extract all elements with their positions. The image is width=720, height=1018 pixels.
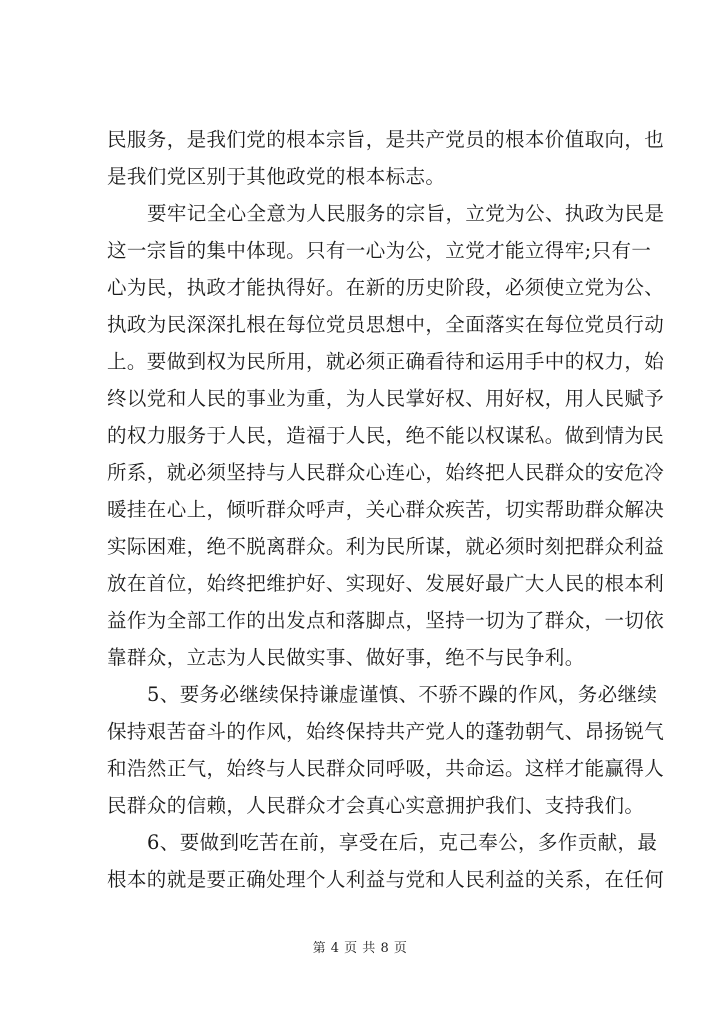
text-line: 暖挂在心上，倾听群众呼声，关心群众疾苦，切实帮助群众解决	[107, 498, 665, 521]
text-line: 这一宗旨的集中体现。只有一心为公，立党才能立得牢;只有一	[107, 239, 652, 262]
paragraph-start-line: 要牢记全心全意为人民服务的宗旨，立党为公、执政为民是	[147, 202, 665, 225]
paragraph-start-line: 5、要务必继续保持谦虚谨慎、不骄不躁的作风，务必继续	[147, 683, 658, 706]
paragraph-start-line: 6、要做到吃苦在前，享受在后，克己奉公，多作贡献，最	[147, 831, 658, 854]
text-line: 上。要做到权为民所用，就必须正确看待和运用手中的权力，始	[107, 350, 665, 373]
text-line: 根本的就是要正确处理个人利益与党和人民利益的关系，在任何	[107, 868, 665, 891]
text-line: 和浩然正气，始终与人民群众同呼吸，共命运。这样才能赢得人	[107, 757, 665, 780]
text-line: 民服务，是我们党的根本宗旨，是共产党员的根本价值取向，也	[107, 128, 665, 151]
text-line: 实际困难，绝不脱离群众。利为民所谋，就必须时刻把群众利益	[107, 535, 665, 558]
text-line: 靠群众，立志为人民做实事、做好事，绝不与民争利。	[107, 646, 585, 669]
text-line: 的权力服务于人民，造福于人民，绝不能以权谋私。做到情为民	[107, 424, 665, 447]
text-line: 心为民，执政才能执得好。在新的历史阶段，必须使立党为公、	[107, 276, 665, 299]
text-line: 执政为民深深扎根在每位党员思想中，全面落实在每位党员行动	[107, 313, 665, 336]
text-line: 益作为全部工作的出发点和落脚点，坚持一切为了群众，一切依	[107, 609, 665, 632]
page-number-footer: 第 4 页 共 8 页	[312, 941, 408, 956]
text-line: 终以党和人民的事业为重，为人民掌好权、用好权，用人民赋予	[107, 387, 665, 410]
text-line: 放在首位，始终把维护好、实现好、发展好最广大人民的根本利	[107, 572, 665, 595]
text-line: 所系，就必须坚持与人民群众心连心，始终把人民群众的安危冷	[107, 461, 665, 484]
text-line: 民群众的信赖，人民群众才会真心实意拥护我们、支持我们。	[107, 794, 645, 817]
text-line: 是我们党区别于其他政党的根本标志。	[107, 165, 446, 188]
body-text	[107, 121, 665, 898]
text-line: 保持艰苦奋斗的作风，始终保持共产党人的蓬勃朝气、昂扬锐气	[107, 720, 665, 743]
